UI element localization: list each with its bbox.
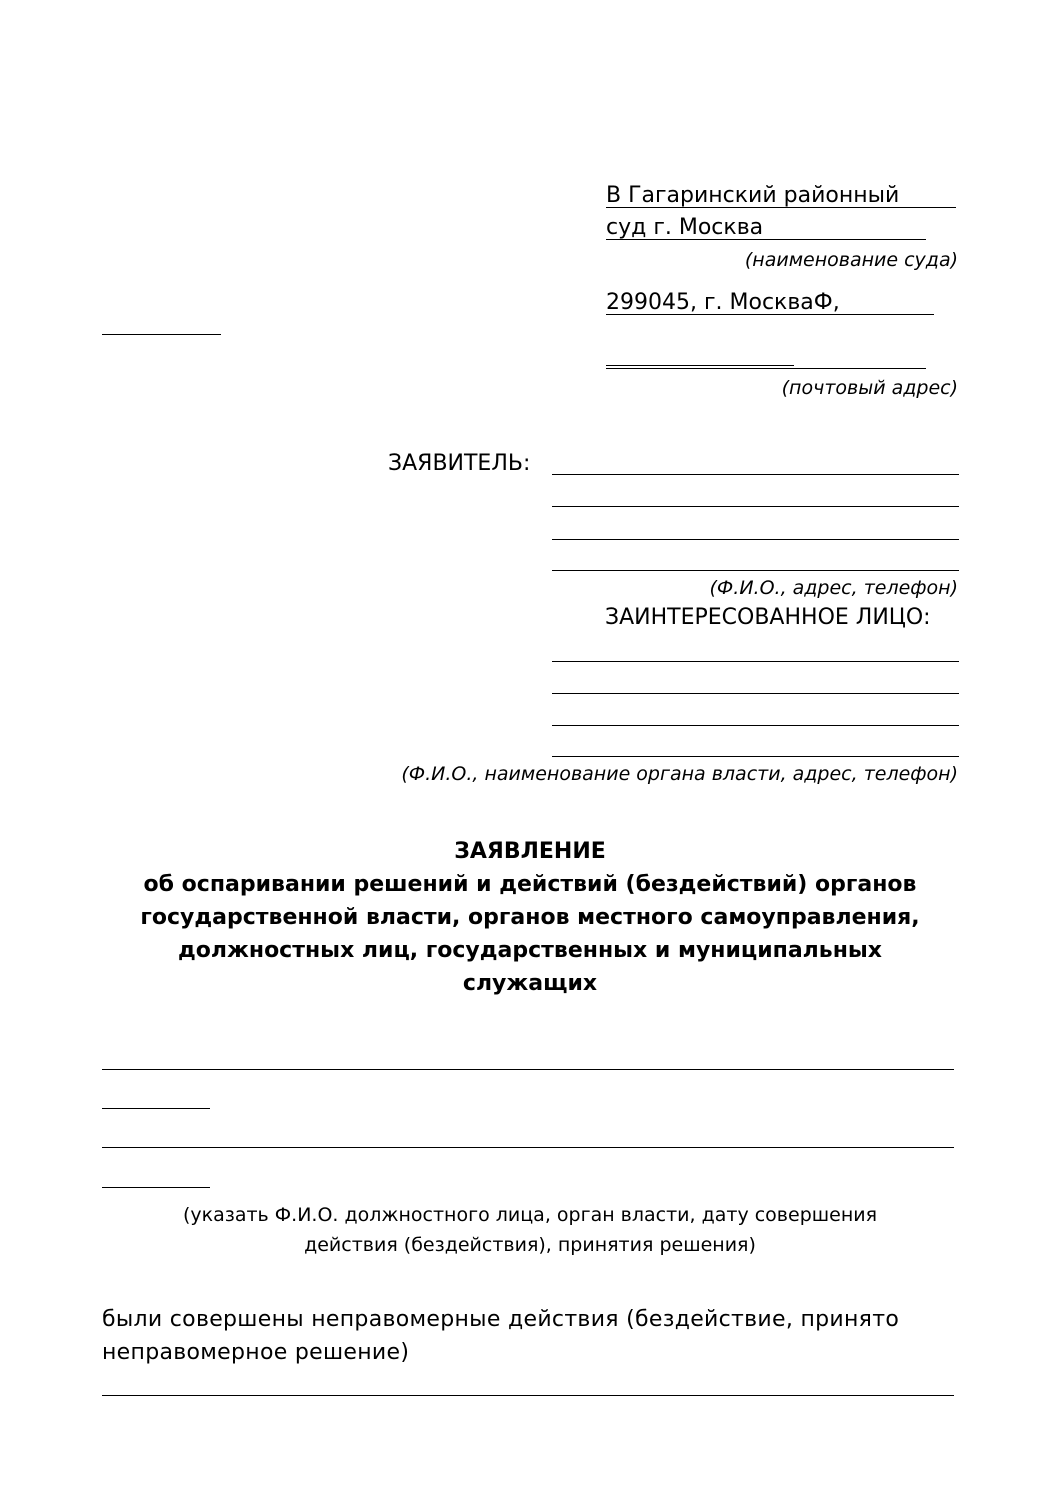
fill-line1	[102, 1069, 954, 1070]
title-line1: об оспаривании решений и действий (бездействий) органов	[143, 872, 917, 897]
applicant-line4	[552, 570, 959, 571]
interested-line4	[552, 756, 959, 757]
fill-line4-short	[102, 1187, 210, 1188]
title-heading: ЗАЯВЛЕНИЕ	[454, 839, 606, 864]
address-underline2	[606, 368, 926, 369]
title-line4: служащих	[462, 971, 598, 996]
court-name-underline1	[606, 207, 956, 208]
court-name-hint: (наименование суда)	[744, 249, 958, 271]
interested-line3	[552, 725, 959, 726]
address-line1: 299045, г. МоскваФ,	[606, 290, 840, 315]
fill-line3	[102, 1147, 954, 1148]
document-title	[90, 835, 970, 1000]
applicant-label: ЗАЯВИТЕЛЬ:	[388, 451, 531, 476]
instruction-line1: (указать Ф.И.О. должностного лица, орган власти, дату совершения	[182, 1204, 878, 1226]
court-name-line2: суд г. Москва	[606, 215, 764, 240]
court-name-underline2	[606, 239, 926, 240]
court-name-line1: В Гагаринский районный	[606, 183, 900, 208]
title-line3: должностных лиц, государственных и муниципальных	[177, 938, 882, 963]
fill-line2-short	[102, 1108, 210, 1109]
interested-line2	[552, 693, 959, 694]
interested-label: ЗАИНТЕРЕСОВАННОЕ ЛИЦО:	[605, 605, 931, 630]
left-margin-line	[102, 334, 221, 335]
interested-hint: (Ф.И.О., наименование органа власти, адрес, телефон)	[401, 763, 958, 785]
interested-line1	[552, 661, 959, 662]
applicant-hint: (Ф.И.О., адрес, телефон)	[709, 577, 958, 599]
body-paragraph: были совершены неправомерные действия (бездействие, принято неправомерное решение)	[102, 1307, 900, 1365]
address-underline2-overlap	[606, 365, 794, 366]
title-line2: государственной власти, органов местного самоуправления,	[140, 905, 920, 930]
address-underline1	[606, 314, 934, 315]
fill-line5	[102, 1395, 954, 1396]
address-hint: (почтовый адрес)	[781, 377, 958, 399]
applicant-line1	[552, 474, 959, 475]
instruction-note	[100, 1200, 960, 1260]
applicant-line2	[552, 506, 959, 507]
applicant-line3	[552, 539, 959, 540]
instruction-line2: действия (бездействия), принятия решения)	[304, 1234, 756, 1256]
